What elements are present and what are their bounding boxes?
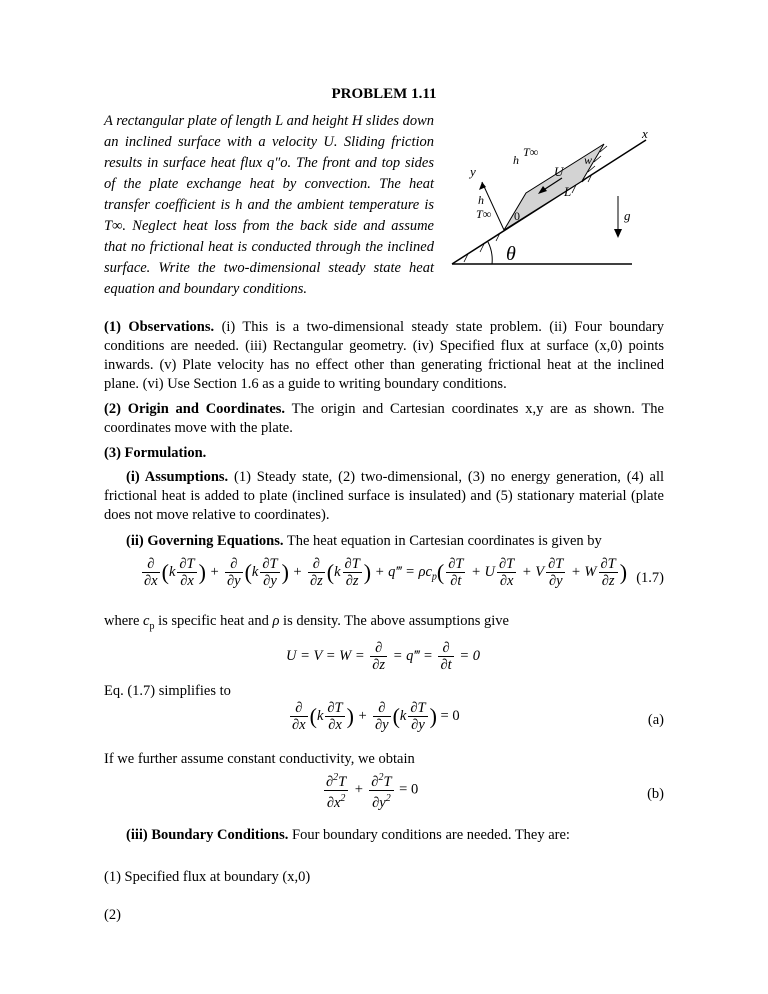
w-label: w <box>584 153 593 167</box>
h-left-label: h <box>478 193 484 207</box>
g-label: g <box>624 208 631 223</box>
x-axis-label: x <box>642 126 648 141</box>
governing-paragraph <box>104 532 664 551</box>
origin-text: The origin and Cartesian coordinates x,y are as shown. The coordinates move with the plate. <box>104 401 664 436</box>
rho-symbol: ρ <box>272 613 280 629</box>
observations-heading: (1) Observations. <box>104 319 215 335</box>
assumptions-heading: (i) Assumptions. <box>126 469 229 485</box>
assumptions-text: (1) Steady state, (2) two-dimensional, (3) no energy generation, (4) all frictional heat is added to plate (inclined surface is insulated) and (5) stationary material (plate does not move relative to coordinates). <box>104 469 664 523</box>
equation-a-number: (a) <box>647 712 664 728</box>
where-line: where $c_p$ is specific heat and ρ is density. The above assumptions give <box>104 613 509 632</box>
tinf-left-label: T∞ <box>476 207 492 221</box>
governing-text: The heat equation in Cartesian coordinates is given by <box>283 533 602 549</box>
origin-paragraph <box>104 400 664 438</box>
boundary-item-2: (2) <box>104 907 121 923</box>
cp-symbol: c <box>143 613 150 629</box>
observations-paragraph <box>104 318 664 394</box>
y-axis-label: y <box>470 164 476 179</box>
equation-b: $\frac{\partial^2T}{\partial x^2}$ + $\frac{\partial^2T}{\partial y^2}$ = 0 <box>326 772 419 811</box>
equation-b-number: (b) <box>647 786 664 802</box>
constant-conductivity-line: If we further assume constant conductivity, we obtain <box>104 751 415 767</box>
boundary-item-1: (1) Specified flux at boundary (x,0) <box>104 869 311 885</box>
boundary-heading: (iii) Boundary Conditions. <box>126 827 289 843</box>
problem-title: PROBLEM 1.11 <box>331 86 437 102</box>
plate-figure <box>446 124 646 274</box>
equation-assumptions-zero: U = V = W = $\frac{\partial}{\partial z}$ = q‴ = $\frac{\partial}{\partial t}$ = 0 <box>286 640 480 673</box>
equation-a: $\frac{\partial}{\partial x}$ (k $\frac{\partial T}{\partial x}$ ) + $\frac{\partial}{\partial y}$ (k $\frac{\partial T}{\partial y}$ ) = 0 <box>292 700 460 733</box>
origin-heading: (2) Origin and Coordinates. <box>104 401 286 417</box>
simplifies-line: Eq. (1.7) simplifies to <box>104 683 231 699</box>
u-label: U <box>554 164 564 179</box>
theta-label: θ <box>506 243 516 265</box>
l-label: L <box>564 184 572 199</box>
observations-text: (i) This is a two-dimensional steady state problem. (ii) Four boundary conditions are needed. (iii) Rectangular geometry. (iv) Specified flux at surface (x,0) points inwards. (v) Plate velocity has no effect other than generating frictional heat at the inclined plane. (vi) Use Section 1.6 as a guide to writing boundary conditions. <box>104 319 664 392</box>
tinf-top-label: T∞ <box>523 145 539 159</box>
governing-heading: (ii) Governing Equations. <box>126 533 284 549</box>
origin-label: 0 <box>514 209 520 223</box>
equation-1-7: $\frac{\partial}{\partial x}$ (k $\frac{\partial T}{\partial x}$ ) + $\frac{\partial}{\partial y}$ (k $\frac{\partial T}{\partial y}$ ) + $\frac{\partial}{\partial z}$ (k $\frac{\partial T}{\partial z}$ ) + q‴ = $\rho c_p$( $\frac{\partial T}{\partial t}$ + U $\frac{\partial T}{\partial x}$ + V $\frac{\partial T}{\partial y}$ + W $\frac{\partial T}{\partial z}$ ) <box>144 556 628 589</box>
assumptions-paragraph <box>104 468 664 525</box>
equation-1-7-number: (1.7) <box>636 570 664 586</box>
problem-statement: A rectangular plate of length L and height H slides down an inclined surface with a velocity U. Sliding friction results in surface heat flux q″o. The front and top sides of the plate exchange heat by convection. The heat transfer coefficient is h and the ambient temperature is T∞. Neglect heat loss from the back side and assume that no frictional heat is conducted through the inclined surface. Write the two-dimensional steady state heat equation and boundary conditions. <box>104 113 435 297</box>
formulation-heading: (3) Formulation. <box>104 445 207 461</box>
h-top-label: h <box>513 153 519 167</box>
boundary-paragraph <box>104 826 664 845</box>
boundary-text: Four boundary conditions are needed. They are: <box>288 827 570 843</box>
